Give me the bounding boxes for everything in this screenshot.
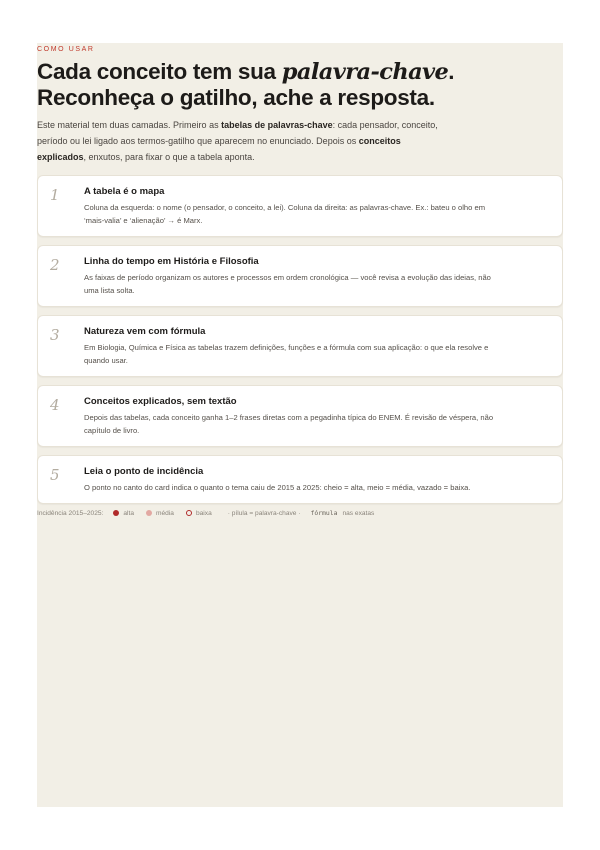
step-number: 4 [50,396,60,414]
step-card [37,245,563,307]
step-description [84,272,549,297]
intro-text: Este material tem duas camadas. Primeiro as [37,120,222,130]
headline-line2: Reconheça o gatilho, ache a resposta. [37,85,435,110]
step-description [84,202,549,227]
half-dot-icon [146,510,152,516]
legend-formula: fórmula [310,509,338,517]
intro-bold: explicados [37,152,84,162]
step-title: Leia o ponto de incidência [84,466,204,477]
intro-bold: tabelas de palavras-chave [221,120,333,130]
step-title: A tabela é o mapa [84,186,165,197]
page-sheet [37,43,563,807]
step-description-line: capítulo de livro. [84,425,140,435]
headline-emphasis: palavra-chave [281,59,449,85]
page-headline [37,59,537,111]
filled-dot-icon [113,510,119,516]
intro-text: , enxutos, para fixar o que a tabela aponta. [83,152,255,162]
hollow-dot-icon [186,510,192,516]
incidence-legend [37,507,563,519]
legend-pill: · pílula = palavra-chave · [227,509,301,517]
step-card [37,385,563,447]
step-description-line: ‘mais-valia’ e ‘alienação’ → é Marx. [84,215,203,225]
step-title: Natureza vem com fórmula [84,326,206,337]
intro-text: : cada pensador, conceito, [332,120,438,130]
step-description-line: Coluna da esquerda: o nome (o pensador, o conceito, a lei). Coluna da direita: as palavras-chave. Ex.: bateu o olho em [84,203,486,212]
headline-part1: Cada conceito tem sua [37,59,282,84]
step-description-line: O ponto no canto do card indica o quanto o tema caiu de 2015 a 2025: cheio = alta, meio = média, vazado = baixa. [84,483,471,492]
intro-bold: conceitos [358,136,401,146]
section-kicker: COMO USAR [37,46,95,53]
step-description [84,342,549,367]
step-description [84,482,549,495]
step-description-line: uma lista solta. [84,285,135,295]
steps-list [37,175,563,512]
step-description-line: As faixas de período organizam os autores e processos em ordem cronológica — você revisa a evolução das ideias, não [84,273,491,282]
step-title: Conceitos explicados, sem textão [84,396,237,407]
legend-low: baixa [195,509,212,517]
step-description-line: Em Biologia, Química e Física as tabelas trazem definições, funções e a fórmula com sua aplicação: o que ela resolve e [84,343,489,352]
step-number: 3 [50,326,60,344]
step-title: Linha do tempo em História e Filosofia [84,256,259,267]
step-card [37,315,563,377]
step-description [84,412,549,437]
legend-high: alta [123,509,134,517]
legend-mid: média [156,509,174,517]
step-card [37,175,563,237]
intro-paragraph [37,117,477,165]
legend-exact: nas exatas [342,509,375,517]
legend-label: Incidência 2015–2025: [37,509,104,517]
step-description-line: Depois das tabelas, cada conceito ganha 1–2 frases diretas com a pegadinha típica do ENEM. É revisão de véspera, não [84,413,494,422]
step-number: 1 [50,186,60,204]
headline-part2: . [448,59,455,84]
intro-text: período ou lei ligado aos termos-gatilho que aparecem no enunciado. Depois os [37,136,359,146]
step-number: 2 [50,256,60,274]
step-number: 5 [50,466,60,484]
step-description-line: quando usar. [84,355,128,365]
step-card [37,455,563,504]
